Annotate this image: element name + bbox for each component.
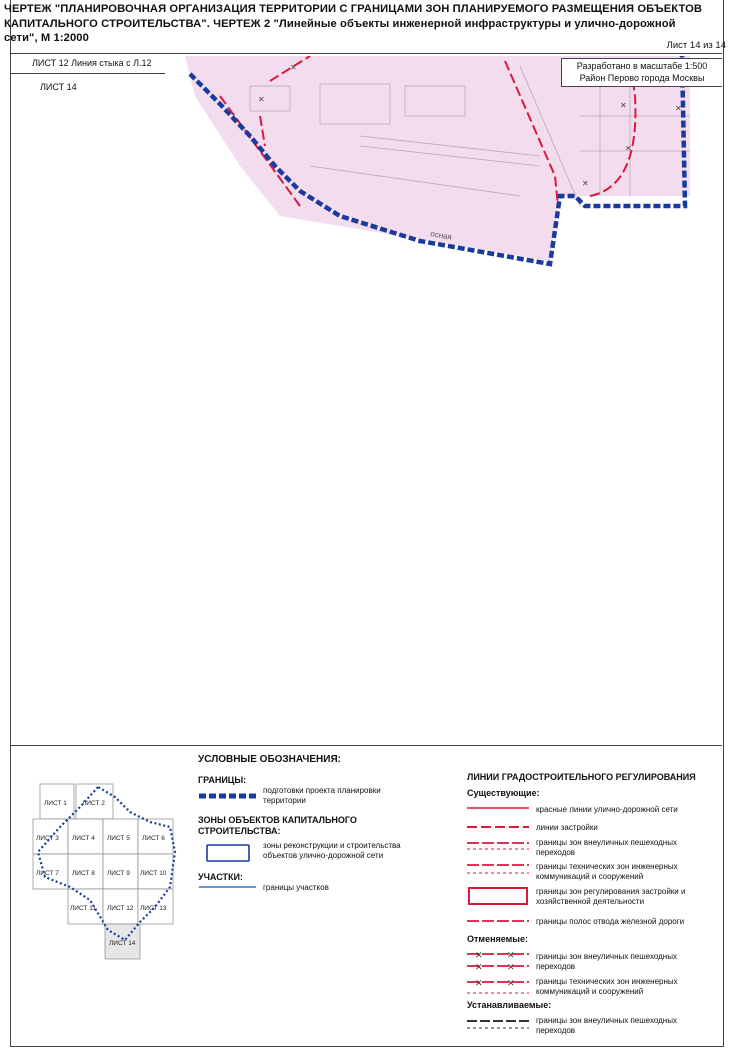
- index-label-13: ЛИСТ 13: [140, 905, 167, 912]
- existing-item-2: линии застройки: [536, 823, 598, 832]
- index-label-5: ЛИСТ 5: [107, 835, 130, 842]
- borders-item: подготовки проекта планировки территории: [263, 786, 381, 805]
- svg-text:✕: ✕: [258, 95, 265, 104]
- svg-text:✕: ✕: [475, 979, 483, 989]
- existing-item-5: границы зон регулирования застройки и хозяйственной деятельности: [536, 887, 686, 906]
- district-label: Район Перово города Москвы: [579, 73, 705, 83]
- map-fragment: [160, 56, 690, 271]
- index-label-1: ЛИСТ 1: [44, 800, 67, 807]
- sheet-index-map: [30, 782, 190, 966]
- existing-item-3: границы зон внеуличных пешеходных переходов: [536, 838, 677, 857]
- index-label-2: ЛИСТ 2: [82, 800, 105, 807]
- street-label: осная: [429, 229, 453, 242]
- svg-text:✕: ✕: [475, 963, 483, 973]
- index-label-3: ЛИСТ 3: [36, 835, 59, 842]
- index-label-9: ЛИСТ 9: [107, 870, 130, 877]
- sheet-number: Лист 14 из 14: [666, 40, 726, 51]
- index-label-10: ЛИСТ 10: [140, 870, 167, 877]
- title-divider: [10, 53, 722, 54]
- borders-swatch: [198, 791, 258, 801]
- join-line-label: ЛИСТ 12 Линия стыка с Л.12: [32, 58, 152, 68]
- plots-title: УЧАСТКИ:: [198, 872, 243, 882]
- scale-label: Разработано в масштабе 1:500: [576, 61, 708, 71]
- legend-heading: УСЛОВНЫЕ ОБОЗНАЧЕНИЯ:: [198, 754, 341, 765]
- index-label-7: ЛИСТ 7: [36, 870, 59, 877]
- scale-info-box: [561, 58, 722, 87]
- existing-item-4: границы технических зон инженерных коммуникаций и сооружений: [536, 862, 678, 881]
- index-label-12: ЛИСТ 12: [107, 905, 134, 912]
- index-label-14: ЛИСТ 14: [109, 940, 136, 947]
- existing-swatches: [465, 800, 533, 930]
- svg-text:✕: ✕: [507, 963, 515, 973]
- zones-swatch: [206, 844, 250, 862]
- join-line-divider: [10, 73, 165, 74]
- svg-text:✕: ✕: [625, 144, 632, 153]
- cancelled-swatches: [465, 948, 533, 998]
- zones-title: ЗОНЫ ОБЪЕКТОВ КАПИТАЛЬНОГО СТРОИТЕЛЬСТВА:: [198, 815, 357, 836]
- index-label-8: ЛИСТ 8: [72, 870, 95, 877]
- regulation-title: ЛИНИИ ГРАДОСТРОИТЕЛЬНОГО РЕГУЛИРОВАНИЯ: [467, 772, 696, 782]
- svg-text:✕: ✕: [675, 104, 682, 113]
- svg-text:✕: ✕: [507, 979, 515, 989]
- established-title: Устанавливаемые:: [467, 1000, 552, 1010]
- svg-text:✕: ✕: [507, 951, 515, 961]
- zones-item: зоны реконструкции и строительства объектов улично-дорожной сети: [263, 841, 401, 860]
- cancelled-title: Отменяемые:: [467, 934, 528, 944]
- borders-title: ГРАНИЦЫ:: [198, 775, 247, 785]
- existing-title: Существующие:: [467, 788, 540, 798]
- established-swatches: [465, 1015, 533, 1035]
- index-label-11: ЛИСТ 11: [70, 905, 96, 912]
- established-item-1: границы зон внеуличных пешеходных переходов: [536, 1016, 677, 1035]
- plots-item: границы участков: [263, 883, 329, 892]
- svg-text:✕: ✕: [582, 179, 589, 188]
- existing-item-6: границы полос отвода железной дороги: [536, 917, 685, 926]
- index-label-6: ЛИСТ 6: [142, 835, 165, 842]
- swatch-regulation-zone: [469, 888, 527, 904]
- drawing-title: ЧЕРТЕЖ "ПЛАНИРОВОЧНАЯ ОРГАНИЗАЦИЯ ТЕРРИТОРИИ С ГРАНИЦАМИ ЗОН ПЛАНИРУЕМОГО РАЗМЕЩЕНИЯ ОБЪЕКТОВ КАПИТАЛЬНОГО СТРОИТЕЛЬСТВА". ЧЕРТЕЖ 2 "Линейные объекты инженерной инфраструктуры и улично-дорожной сети", М 1:2000: [4, 3, 703, 44]
- legend-divider: [10, 745, 722, 746]
- svg-text:✕: ✕: [620, 101, 627, 110]
- svg-text:✕: ✕: [290, 63, 297, 72]
- cancelled-item-2: границы технических зон инженерных коммуникаций и сооружений: [536, 977, 678, 996]
- svg-text:✕: ✕: [475, 951, 483, 961]
- index-label-4: ЛИСТ 4: [72, 835, 95, 842]
- plots-swatch: [198, 884, 258, 890]
- current-sheet-label: ЛИСТ 14: [40, 82, 77, 92]
- cancelled-item-1: границы зон внеуличных пешеходных переходов: [536, 952, 677, 971]
- existing-item-1: красные линии улично-дорожной сети: [536, 805, 678, 814]
